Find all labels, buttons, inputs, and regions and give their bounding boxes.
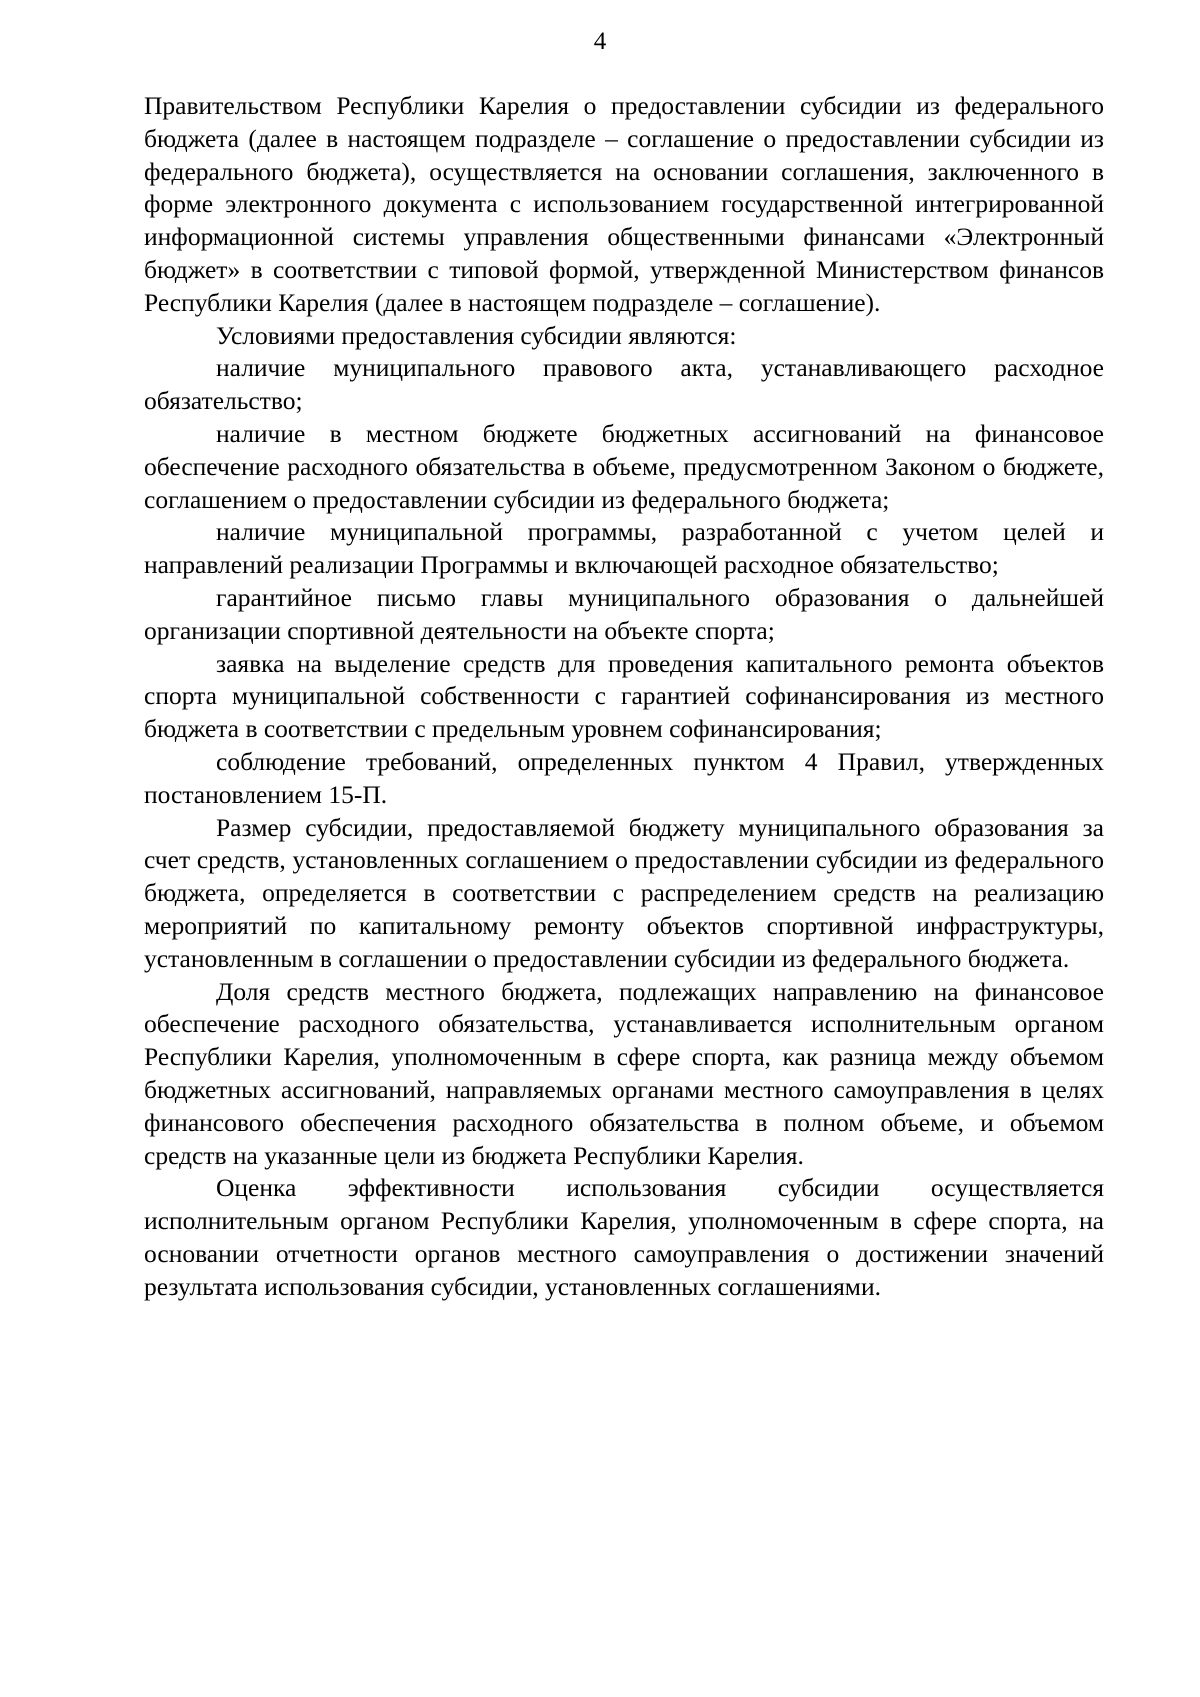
paragraph-agreement-basis: Правительством Республики Карелия о предоставлении субсидии из федерального бюджета (далее в настоящем подразделе – соглашение о предоставлении субсидии из федерального бюджета), осуществляется на основании соглашения, заключенного в форме электронного документа с использованием государственной интегрированной информационной системы управления общественными финансами «Электронный бюджет» в соответствии с типовой формой, утвержденной Министерством финансов Республики Карелия (далее в настоящем подразделе – соглашение). — [144, 91, 1104, 317]
paragraph-condition-legal-act: наличие муниципального правового акта, устанавливающего расходное обязательство; — [144, 353, 1104, 416]
paragraph-condition-budget-allocations: наличие в местном бюджете бюджетных ассигнований на финансовое обеспечение расходного обязательства в объеме, предусмотренном Законом о бюджете, соглашением о предоставлении субсидии из федерального бюджета; — [144, 418, 1104, 514]
document-body — [144, 90, 1104, 1303]
page-number: 4 — [593, 28, 607, 55]
paragraph-condition-guarantee-letter: гарантийное письмо главы муниципального образования о дальнейшей организации спортивной деятельности на объекте спорта; — [144, 582, 1104, 645]
paragraph-condition-compliance: соблюдение требований, определенных пунктом 4 Правил, утвержденных постановлением 15-П. — [144, 746, 1104, 809]
paragraph-conditions-heading: Условиями предоставления субсидии являются: — [216, 320, 737, 350]
paragraph-condition-application: заявка на выделение средств для проведения капитального ремонта объектов спорта муниципальной собственности с гарантией софинансирования из местного бюджета в соответствии с предельным уровнем софинансирования; — [144, 648, 1104, 744]
paragraph-subsidy-amount: Размер субсидии, предоставляемой бюджету муниципального образования за счет средств, установленных соглашением о предоставлении субсидии из федерального бюджета, определяется в соответствии с распределением средств на реализацию мероприятий по капитальному ремонту объектов спортивной инфраструктуры, установленным в соглашении о предоставлении субсидии из федерального бюджета. — [144, 812, 1104, 973]
paragraph-condition-municipal-program: наличие муниципальной программы, разработанной с учетом целей и направлений реализации Программы и включающей расходное обязательство; — [144, 517, 1104, 580]
paragraph-local-budget-share: Доля средств местного бюджета, подлежащих направлению на финансовое обеспечение расходного обязательства, устанавливается исполнительным органом Республики Карелия, уполномоченным в сфере спорта, как разница между объемом бюджетных ассигнований, направляемых органами местного самоуправления в целях финансового обеспечения расходного обязательства в полном объеме, и объемом средств на указанные цели из бюджета Республики Карелия. — [144, 976, 1104, 1170]
paragraph-efficiency-assessment: Оценка эффективности использования субсидии осуществляется исполнительным органом Республики Карелия, уполномоченным в сфере спорта, на основании отчетности органов местного самоуправления о достижении значений результата использования субсидии, установленных соглашениями. — [144, 1173, 1104, 1301]
